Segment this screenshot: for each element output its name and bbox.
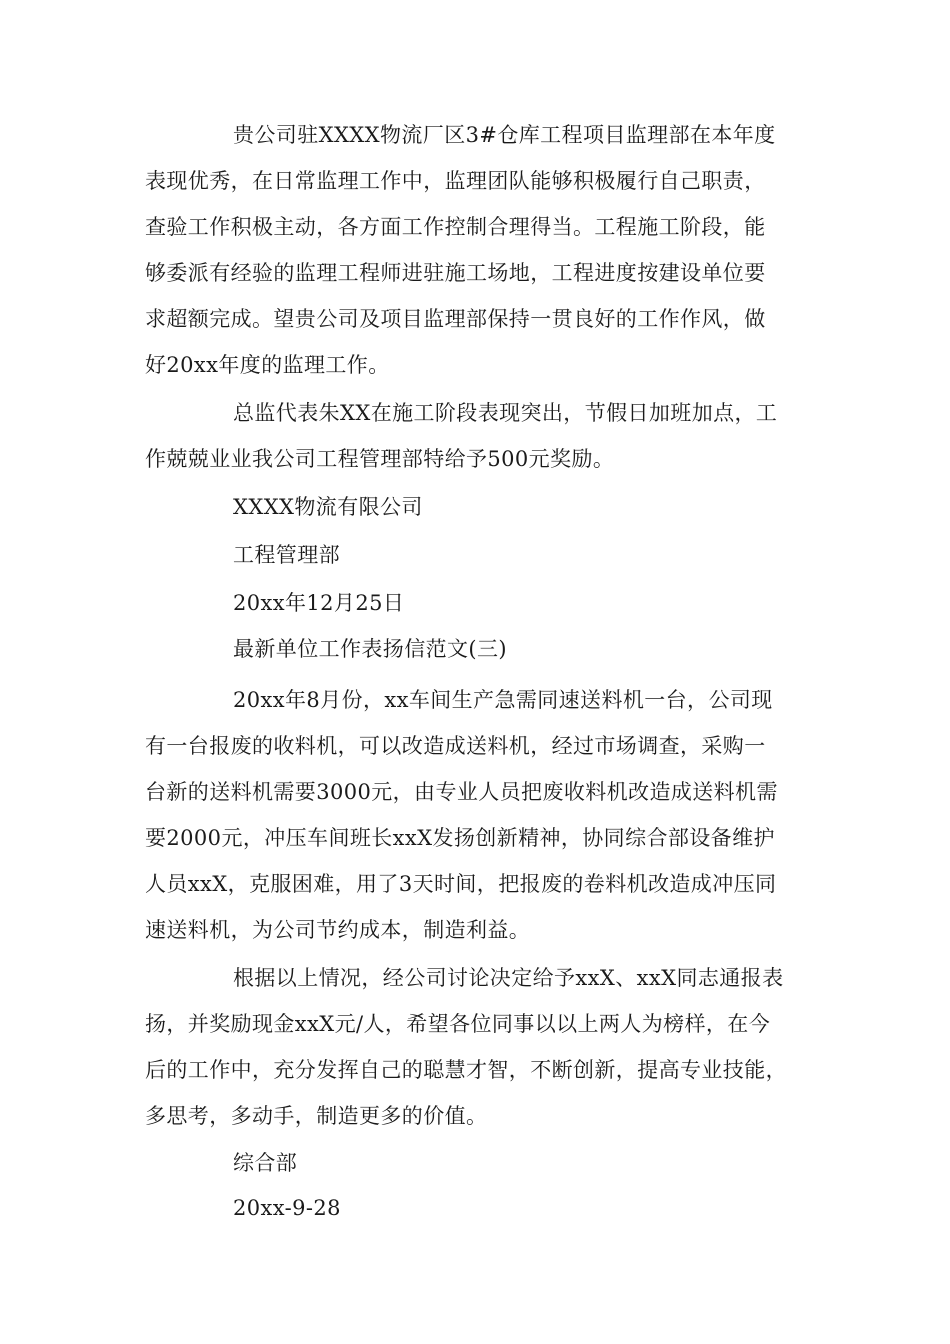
paragraph-commendation-supervision: 贵公司驻XXXX物流厂区3#仓库工程项目监理部在本年度 表现优秀，在日常监理工作中，监理团队能够积极履行自己职责， 查验工作积极主动，各方面工作控制合理得当。工程施工阶段，能 够委派有经验的监理工程师进驻施工场地，工程进度按建设单位要 求超额完成。望贵公司及项目监理部保持一贯良好的工作作风，做 好20xx年度的监理工作。: [145, 123, 776, 377]
signature-date: 20xx年12月25日: [233, 591, 405, 615]
paragraph-reward-supervisor: 总监代表朱XX在施工阶段表现突出，节假日加班加点，工 作兢兢业业我公司工程管理部特给予500元奖励。: [145, 401, 778, 471]
signature-department: 工程管理部: [233, 543, 340, 567]
paragraph-feeder-story: 20xx年8月份，xx车间生产急需同速送料机一台，公司现 有一台报废的收料机，可以改造成送料机，经过市场调查，采购一 台新的送料机需要3000元，由专业人员把废收料机改造成送料机需 要2000元，冲压车间班长xxX发扬创新精神，协同综合部设备维护 人员xxX，克服困难，用了3天时间，把报废的卷料机改造成冲压同 速送料机，为公司节约成本，制造利益。: [145, 688, 778, 942]
signature-2-department: 综合部: [233, 1151, 298, 1175]
signature-2-date: 20xx-9-28: [233, 1196, 341, 1220]
paragraph-decision: 根据以上情况，经公司讨论决定给予xxX、xxX同志通报表 扬，并奖励现金xxX元/人，希望各位同事以以上两人为榜样，在今 后的工作中，充分发挥自己的聪慧才智，不断创新，提高专业技能， 多思考，多动手，制造更多的价值。: [145, 966, 787, 1128]
section-title: 最新单位工作表扬信范文(三): [233, 637, 507, 661]
signature-company: XXXX物流有限公司: [233, 495, 423, 519]
